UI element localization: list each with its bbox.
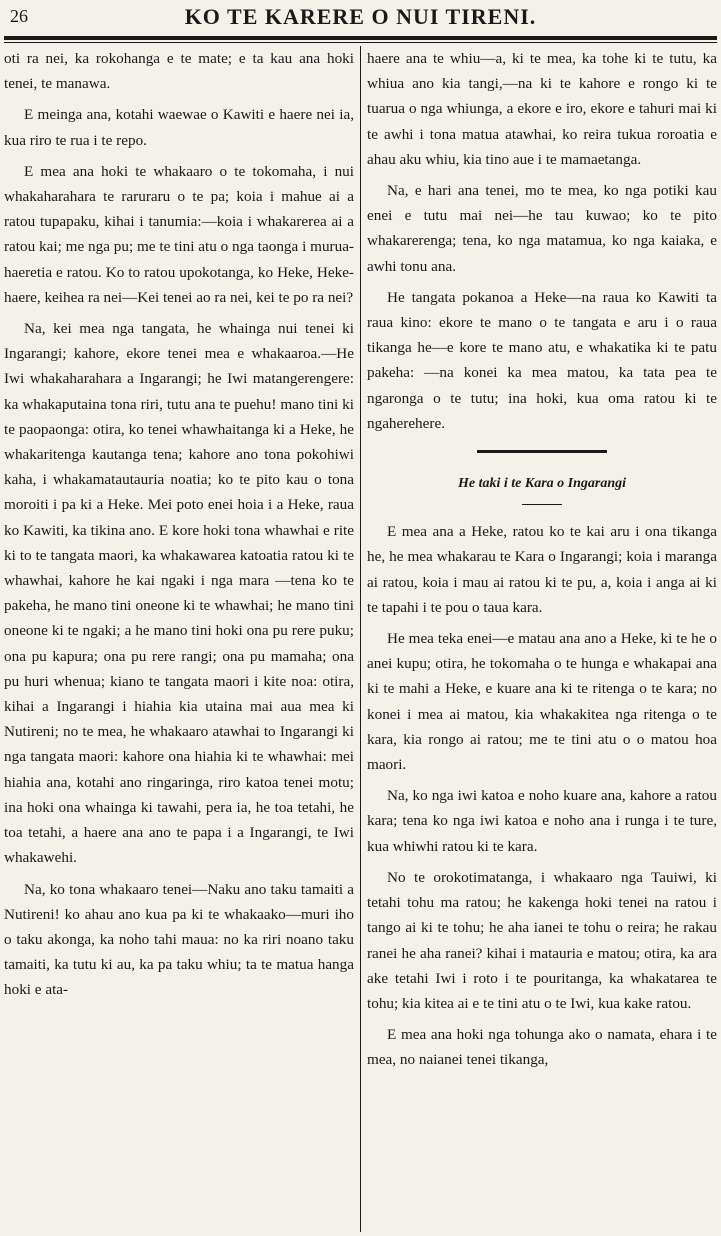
paragraph: Na, ko tona whakaaro tenei—Naku ano taku tamaiti a Nutireni! ko ahau ano kua pa ki te whakaako—muri iho o taku akonga, ka noho tahi maua: no ka riri noano taku tamaiti, ka tutu ki au, ka pa taku whiu; ta te matua hanga hoki e ata- bbox=[4, 880, 354, 999]
paragraph: Na, kei mea nga tangata, he whainga nui tenei ki Ingarangi; kahore, ekore tenei mea e whakaaroa.—He Iwi whakaharahara a Ingarangi; he Iwi matangerengere: ka whakaputaina tona riri, tutu ana te puehu! mano tini ki te paopaonga: otira, ko tenei whawhaitanga ki a Heke, he whakaritenga kautanga tena; kahore ano tona pokohiwi kaha, i whakamatautauria noatia; ko te pito kau o tona moroiti i pa ki a Heke. Mei poto enei hoia i a Heke, raua ko Kawiti, ka tikina ano. E kore hoki tona whawhai e rite ki to te tangata maori, ka whakawarea katoatia ratou ki te whawhai, kahore he kai ngaki i nga mara —tena ko te pakeha, he mano tini oneone ki te whawhai; he mano tini oneone ki te ngaki; a he mano tini hoki ona pu rere puku; ona pu kapura; ona pu rere rangi; ona pu mamaha; ona pu huri whenua; kiano te tangata maori i kite noa: otira, kihai a Ingarangi i hiahia kia utaina mai aua mea ki Nutireni; no te mea, he whakaaro atawhai to Ingarangi ki nga tangata maori: kahore ona hiahia ki te whawhai: mei hiahia ana, kotahi ano ringaringa, riro katoa tenei motu; ina hoki ona whainga ki tawahi, pera ia, he toa tetahi, he toa tetahi, a haere ana ano te papa i a Ingarangi, te Iwi whakawehi. bbox=[4, 320, 354, 867]
heading-underline bbox=[522, 504, 562, 505]
page-number: 26 bbox=[10, 6, 28, 26]
page-header bbox=[4, 0, 717, 34]
paragraph: He mea teka enei—e matau ana ano a Heke, ki te he o anei kupu; otira, he tokomaha o te hunga e whakapai ana ki te mahi a Heke, e kuare ana ki te ritenga o te kara; no konei i mea ai matou, kia whakakitea nga ritenga o te kara, kia rongo ai ratou; me te tini atu o o matou hoa maori. bbox=[367, 630, 717, 774]
paragraph: oti ra nei, ka rokohanga e te mate; e ta kau ana hoki tenei, te manawa. bbox=[4, 50, 354, 93]
paragraph: haere ana te whiu—a, ki te mea, ka tohe ki te tutu, ka whiua ano kia tangi,—na ki te kahore e rongo ki te tuarua o nga whiunga, a ekore e iro, ekore e tahuri mai ki te awhi i tona matua atawhai, ko reira tukua roroatia e ahau aku whiu, kia tino aue i te mamaetanga. bbox=[367, 50, 717, 168]
paragraph: No te orokotimatanga, i whakaaro nga Tauiwi, ki tetahi tohu ma ratou; he kakenga hoki tenei na ratou i tango ai ki te tohu; he aha ianei te tohu o reira; he rakau ranei he aha ranei? kihai i matauria e matou; otira, ka ara ake tetahi Iwi i roto i te pouritanga, ka whakatarea te tohu; kia kitea ai e te tini atu o te Iwi, kua kake ratou. bbox=[367, 868, 717, 1012]
right-column bbox=[361, 46, 717, 1232]
paragraph: Na, ko nga iwi katoa e noho kuare ana, kahore a ratou kara; tena ko nga iwi katoa e noho ana i runga i te ture, kua whiwhi ratou ki te kara. bbox=[367, 787, 717, 855]
header-rule bbox=[4, 36, 717, 40]
paragraph: E mea ana hoki te whakaaro o te tokomaha, i nui whakaharahara te raruraru o te pa; koia i mahue ai a ratou tupapaku, kihai i tanumia:—koia i whakarerea ai a ratou kai; me nga pu; me te tini atu o nga taonga i murua-haeretia e ratou. Ko to ratou upokotanga, ko Heke, Heke-haere, keihea ra nei—Kei tenei ao ra nei, kei te po ra nei? bbox=[4, 162, 354, 306]
section-divider bbox=[477, 450, 607, 453]
left-column bbox=[4, 46, 361, 1232]
paragraph: E meinga ana, kotahi waewae o Kawiti e haere nei ia, kua riro te rua i te repo. bbox=[4, 106, 354, 149]
paragraph: Na, e hari ana tenei, mo te mea, ko nga potiki kau enei e tutu mai nei—he tau kuwao; ko te pito whakarerenga; tena, ko nga matamua, ko nga kaiaka, e awhi tonu ana. bbox=[367, 182, 717, 275]
paragraph: E mea ana a Heke, ratou ko te kai aru i ona tikanga he, he mea whakarau te Kara o Ingarangi; koia i maranga ai ratou, koia i mau ai ratou ki te pu, a, koia i anga ai ki te tapahi i te pou o taua kara. bbox=[367, 523, 717, 616]
paragraph: E mea ana hoki nga tohunga ako o namata, ehara i te mea, no naianei tenei tikanga, bbox=[367, 1026, 717, 1069]
header-rule-thin bbox=[4, 42, 717, 43]
section-heading: He taki i te Kara o Ingarangi bbox=[457, 476, 627, 492]
page-title: KO TE KARERE O NUI TIRENI. bbox=[184, 4, 537, 29]
paragraph: He tangata pokanoa a Heke—na raua ko Kawiti ta raua kino: ekore te mano o te tangata e aru i o raua tikanga he—e kore te mano atu, e whakatika ki te patu pakeha: —na konei ka mea matou, ka tata pea te ngaronga o te tutu; ina hoki, kua oma ratou ki te ngaherehere. bbox=[367, 288, 717, 432]
text-columns bbox=[4, 46, 717, 1232]
